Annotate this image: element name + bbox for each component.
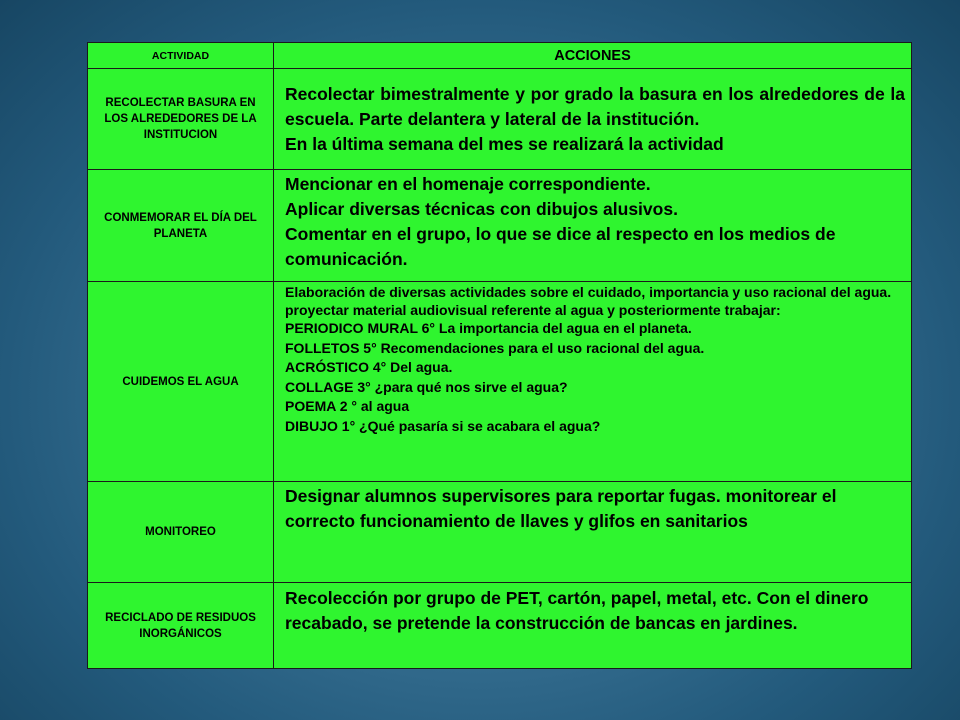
action-text: PERIODICO MURAL 6° La importancia del agua en el planeta. xyxy=(285,320,692,336)
header-acciones: ACCIONES xyxy=(274,43,912,69)
table-row xyxy=(88,170,912,282)
action-text: Recolección por grupo de PET, cartón, papel, metal, etc. Con el dinero recabado, se pretende la construcción de bancas en jardines. xyxy=(285,588,869,633)
activity-cell: CUIDEMOS EL AGUA xyxy=(88,282,274,482)
table-header-row xyxy=(88,43,912,69)
actions-cell xyxy=(274,282,912,482)
action-text: COLLAGE 3° ¿para qué nos sirve el agua? xyxy=(285,378,568,395)
actions-cell xyxy=(274,482,912,583)
action-text: En la última semana del mes se realizará la actividad xyxy=(285,133,724,154)
action-text: Aplicar diversas técnicas con dibujos alusivos. xyxy=(285,199,678,219)
activity-cell: RECICLADO DE RESIDUOS INORGÁNICOS xyxy=(88,583,274,669)
actions-cell xyxy=(274,69,912,170)
action-text: ACRÓSTICO 4° Del agua. xyxy=(285,359,453,375)
action-text: FOLLETOS 5° Recomendaciones para el uso racional del agua. xyxy=(285,339,705,356)
action-text: Recolectar bimestralmente y por grado la basura en los alrededores de la escuela. Parte delantera y lateral de la institución. xyxy=(285,83,905,129)
activity-cell: CONMEMORAR EL DÍA DEL PLANETA xyxy=(88,170,274,282)
table-row xyxy=(88,583,912,669)
activities-table xyxy=(87,42,912,669)
activity-cell: MONITOREO xyxy=(88,482,274,583)
action-text: DIBUJO 1° ¿Qué pasaría si se acabara el agua? xyxy=(285,417,601,434)
table-row xyxy=(88,282,912,482)
activity-cell: RECOLECTAR BASURA EN LOS ALREDEDORES DE LA INSTITUCION xyxy=(88,69,274,170)
action-text: Comentar en el grupo, lo que se dice al respecto en los medios de comunicación. xyxy=(285,224,836,269)
action-text: Mencionar en el homenaje correspondiente. xyxy=(285,174,651,194)
header-actividad: ACTIVIDAD xyxy=(88,43,274,69)
action-text: Designar alumnos supervisores para reportar fugas. monitorear el correcto funcionamiento de llaves y glifos en sanitarios xyxy=(285,486,837,531)
table-row xyxy=(88,482,912,583)
table-row xyxy=(88,69,912,170)
action-text: Elaboración de diversas actividades sobre el cuidado, importancia y uso racional del agua. proyectar material audiovisual referente al agua y posteriormente trabajar: xyxy=(285,284,892,318)
action-text: POEMA 2 ° al agua xyxy=(285,398,410,414)
actions-cell xyxy=(274,170,912,282)
actions-cell xyxy=(274,583,912,669)
